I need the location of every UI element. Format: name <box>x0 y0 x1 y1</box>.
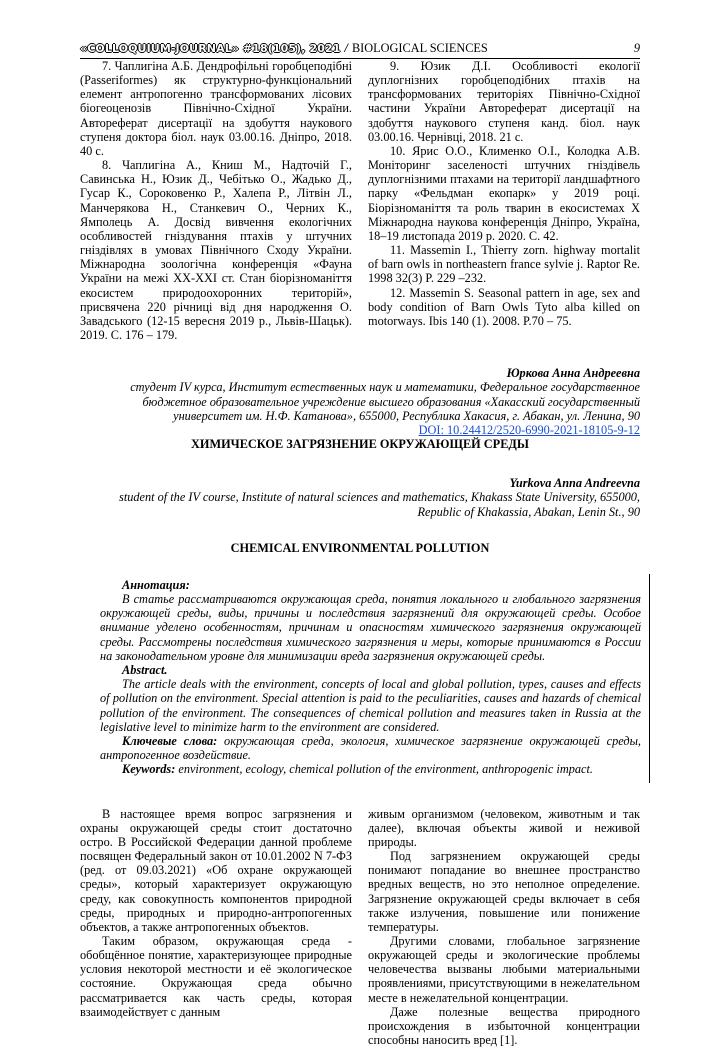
reference-item: 9. Юзик Д.І. Особливості екології дуплогнізних горобцеподібних птахів на трансформованих територіях Північно-Східної частини України Автореферат дисертації на здобуття наукового ступеня канд. біол. наук 03.00.16. Чернівці, 2018. 21 с. <box>368 59 640 144</box>
author-block-en <box>80 476 640 519</box>
article-title-en: CHEMICAL ENVIRONMENTAL POLLUTION <box>230 540 490 555</box>
author-affiliation-en: student of the IV course, Institute of natural sciences and mathematics, Khakass State University, 655000, Republic of Khakassia, Abakan, Lenin St., 90 <box>119 490 640 519</box>
reference-item: 10. Ярис О.О., Клименко О.І., Колодка А.В. Моніторинг заселеності штучних гніздівель дуплогнізними птахами на території ландшафтного парку «Фельдман екопарк» у 2019 році. Біорізноманіття та роль тварин в екосистемах X Міжнародна наукова конференція Дніпро, Україна, 18–19 листопада 2019 р. 2020. С. 42. <box>368 143 640 243</box>
running-header <box>80 41 640 59</box>
abstract-text-ru: В статье рассматриваются окружающая среда, понятия локального и глобального загрязнения окружающей среды, виды, причины и последствия загрязнений для окружающей среды. Особое внимание уделено особенностям, причинам и опасностям химического загрязнения окружающей среды. Рассмотрены последствия химического загрязнения и меры, которые принимаются в России на законодательном уровне для минимизации вреда загрязнения окружающей среды. <box>100 591 641 663</box>
keywords-text-en: environment, ecology, chemical pollution of the environment, anthropogenic impact. <box>175 762 593 777</box>
page <box>80 41 640 1047</box>
keywords-label-en: Keywords: <box>122 762 176 777</box>
body-right-column <box>368 807 640 1047</box>
reference-item: 11. Massemin I., Thierry zorn. highway mortalit of barn owls in northeastern france sylvie j. Raptor Re. 1998 32(3) P. 229 –232. <box>368 243 640 286</box>
reference-item: 7. Чаплигіна А.Б. Дендрофільні горобцеподібні (Passeriformes) як структурно-функціональний елемент антропогенно трансформованих лісових біогеоценозів Північно-Східної України. Автореферат дисертації на здобуття наукового ступеня доктора біол. наук 03.00.16. Дніпро, 2018. 40 с. <box>80 59 352 158</box>
keywords-label-ru: Ключевые слова: <box>122 733 218 748</box>
references-right-column <box>368 59 640 342</box>
journal-name: «COLLOQUIUM-JOURNAL» #18(105), 2021 <box>80 42 341 55</box>
body-paragraph: В настоящее время вопрос загрязнения и охраны окружающей среды стоит достаточно остро. В Российской Федерации данной проблеме посвящен Федеральный закон от 10.01.2002 N 7-ФЗ (ред. от 09.03.2021) «Об охране окружающей среды», который характеризует окружающую среду, как совокупность компонентов природной среды, природных и природно-антропогенных объектов, а также антропогенных объектов. <box>80 806 352 934</box>
author-name-en: Yurkova Anna Andreevna <box>509 476 640 491</box>
body-paragraph: Другими словами, глобальное загрязнение окружающей среды и экологические проблемы человечества вызваны любыми материальными проявлениями, присутствующими в нежелательном месте в нежелательной концентрации. <box>368 934 640 1005</box>
keywords-en <box>100 762 641 776</box>
section-name: BIOLOGICAL SCIENCES <box>351 41 488 55</box>
page-number: 9 <box>633 41 640 55</box>
body-paragraph: Таким образом, окружающая среда - обобщённое понятие, характеризующее природные условия некоторой местности и её экологическое состояние. Окружающая среда обычно рассматривается как часть среды, которая взаимодействует с данным <box>80 934 352 1019</box>
body-left-column <box>80 807 352 1047</box>
references-left-column <box>80 59 352 342</box>
abstract-box <box>90 574 650 783</box>
author-block-ru <box>80 366 640 437</box>
article-body <box>80 807 640 1047</box>
body-paragraph: Даже полезные вещества природного происхождения в избыточной концентрации способны наносить вред [1]. <box>368 1004 640 1047</box>
keywords-ru <box>100 734 641 762</box>
author-name-ru: Юркова Анна Андреевна <box>506 366 640 381</box>
abstract-text-en: The article deals with the environment, concepts of local and global pollution, types, causes and effects of pollution on the environment. Special attention is paid to the peculiarities, causes and hazards of chemical pollution of the environment. The consequences of chemical pollution and measures taken in Russia at the legislative level to minimize harm to the environment are considered. <box>100 677 641 734</box>
article-title-ru: ХИМИЧЕСКОЕ ЗАГРЯЗНЕНИЕ ОКРУЖАЮЩЕЙ СРЕДЫ <box>191 437 529 452</box>
body-paragraph: живым организмом (человеком, животным и так далее), включая объекты живой и неживой природы. <box>368 806 640 849</box>
abstract-label-en: Abstract. <box>122 662 168 677</box>
doi-link[interactable]: DOI: 10.24412/2520-6990-2021-18105-9-12 <box>418 422 640 437</box>
body-paragraph: Под загрязнением окружающей среды понимают попадание во внешнее пространство вредных веществ, но это неполное определение. Загрязнение окружающей среды включает в себя также излучения, повышение или понижение температуры. <box>368 849 640 934</box>
reference-item: 8. Чаплигіна А., Книш М., Надточій Г., Савинська Н., Юзик Д., Чебітько О., Жадько Д., Гусар К., Сороковенко Р., Халепа Р., Літвін Л., Манчерякова Н., Станкевич О., Черних К., Ямполець А. Досвід вивчення екологічних особливостей гніздування птахів у штучних гніздівлях в умовах Північного Сходу України. Міжнародна зоологічна конференція «Фауна України на межі XX-XXI ст. Стан біорізноманіття екосистем природоохоронних територій», присвячена 220 річниці від дня народження О. Завадського (12-15 вересня 2019 р., Львів-Шацьк). 2019. С. 176 – 179. <box>80 158 352 342</box>
keywords-text-ru: окружающая среда, экология, химическое загрязнение окружающей среды, антропогенное воздействие. <box>100 733 641 763</box>
abstract-label-ru: Аннотация: <box>122 577 190 592</box>
reference-item: 12. Massemin S. Seasonal pattern in age, sex and body condition of Barn Owls Tyto alba killed on motorways. Ibis 140 (1). 2008. P.70 – 75. <box>368 285 640 328</box>
references <box>80 59 640 342</box>
author-affiliation-ru: студент IV курса, Институт естественных наук и математики, Федеральное государственное бюджетное образовательное учреждение высшего образования «Хакасский государственный университет им. Н.Ф. Катанова», 655000, Республика Хакасия, г. Абакан, ул. Ленина, 90 <box>130 380 640 423</box>
header-separator: / <box>344 41 348 55</box>
